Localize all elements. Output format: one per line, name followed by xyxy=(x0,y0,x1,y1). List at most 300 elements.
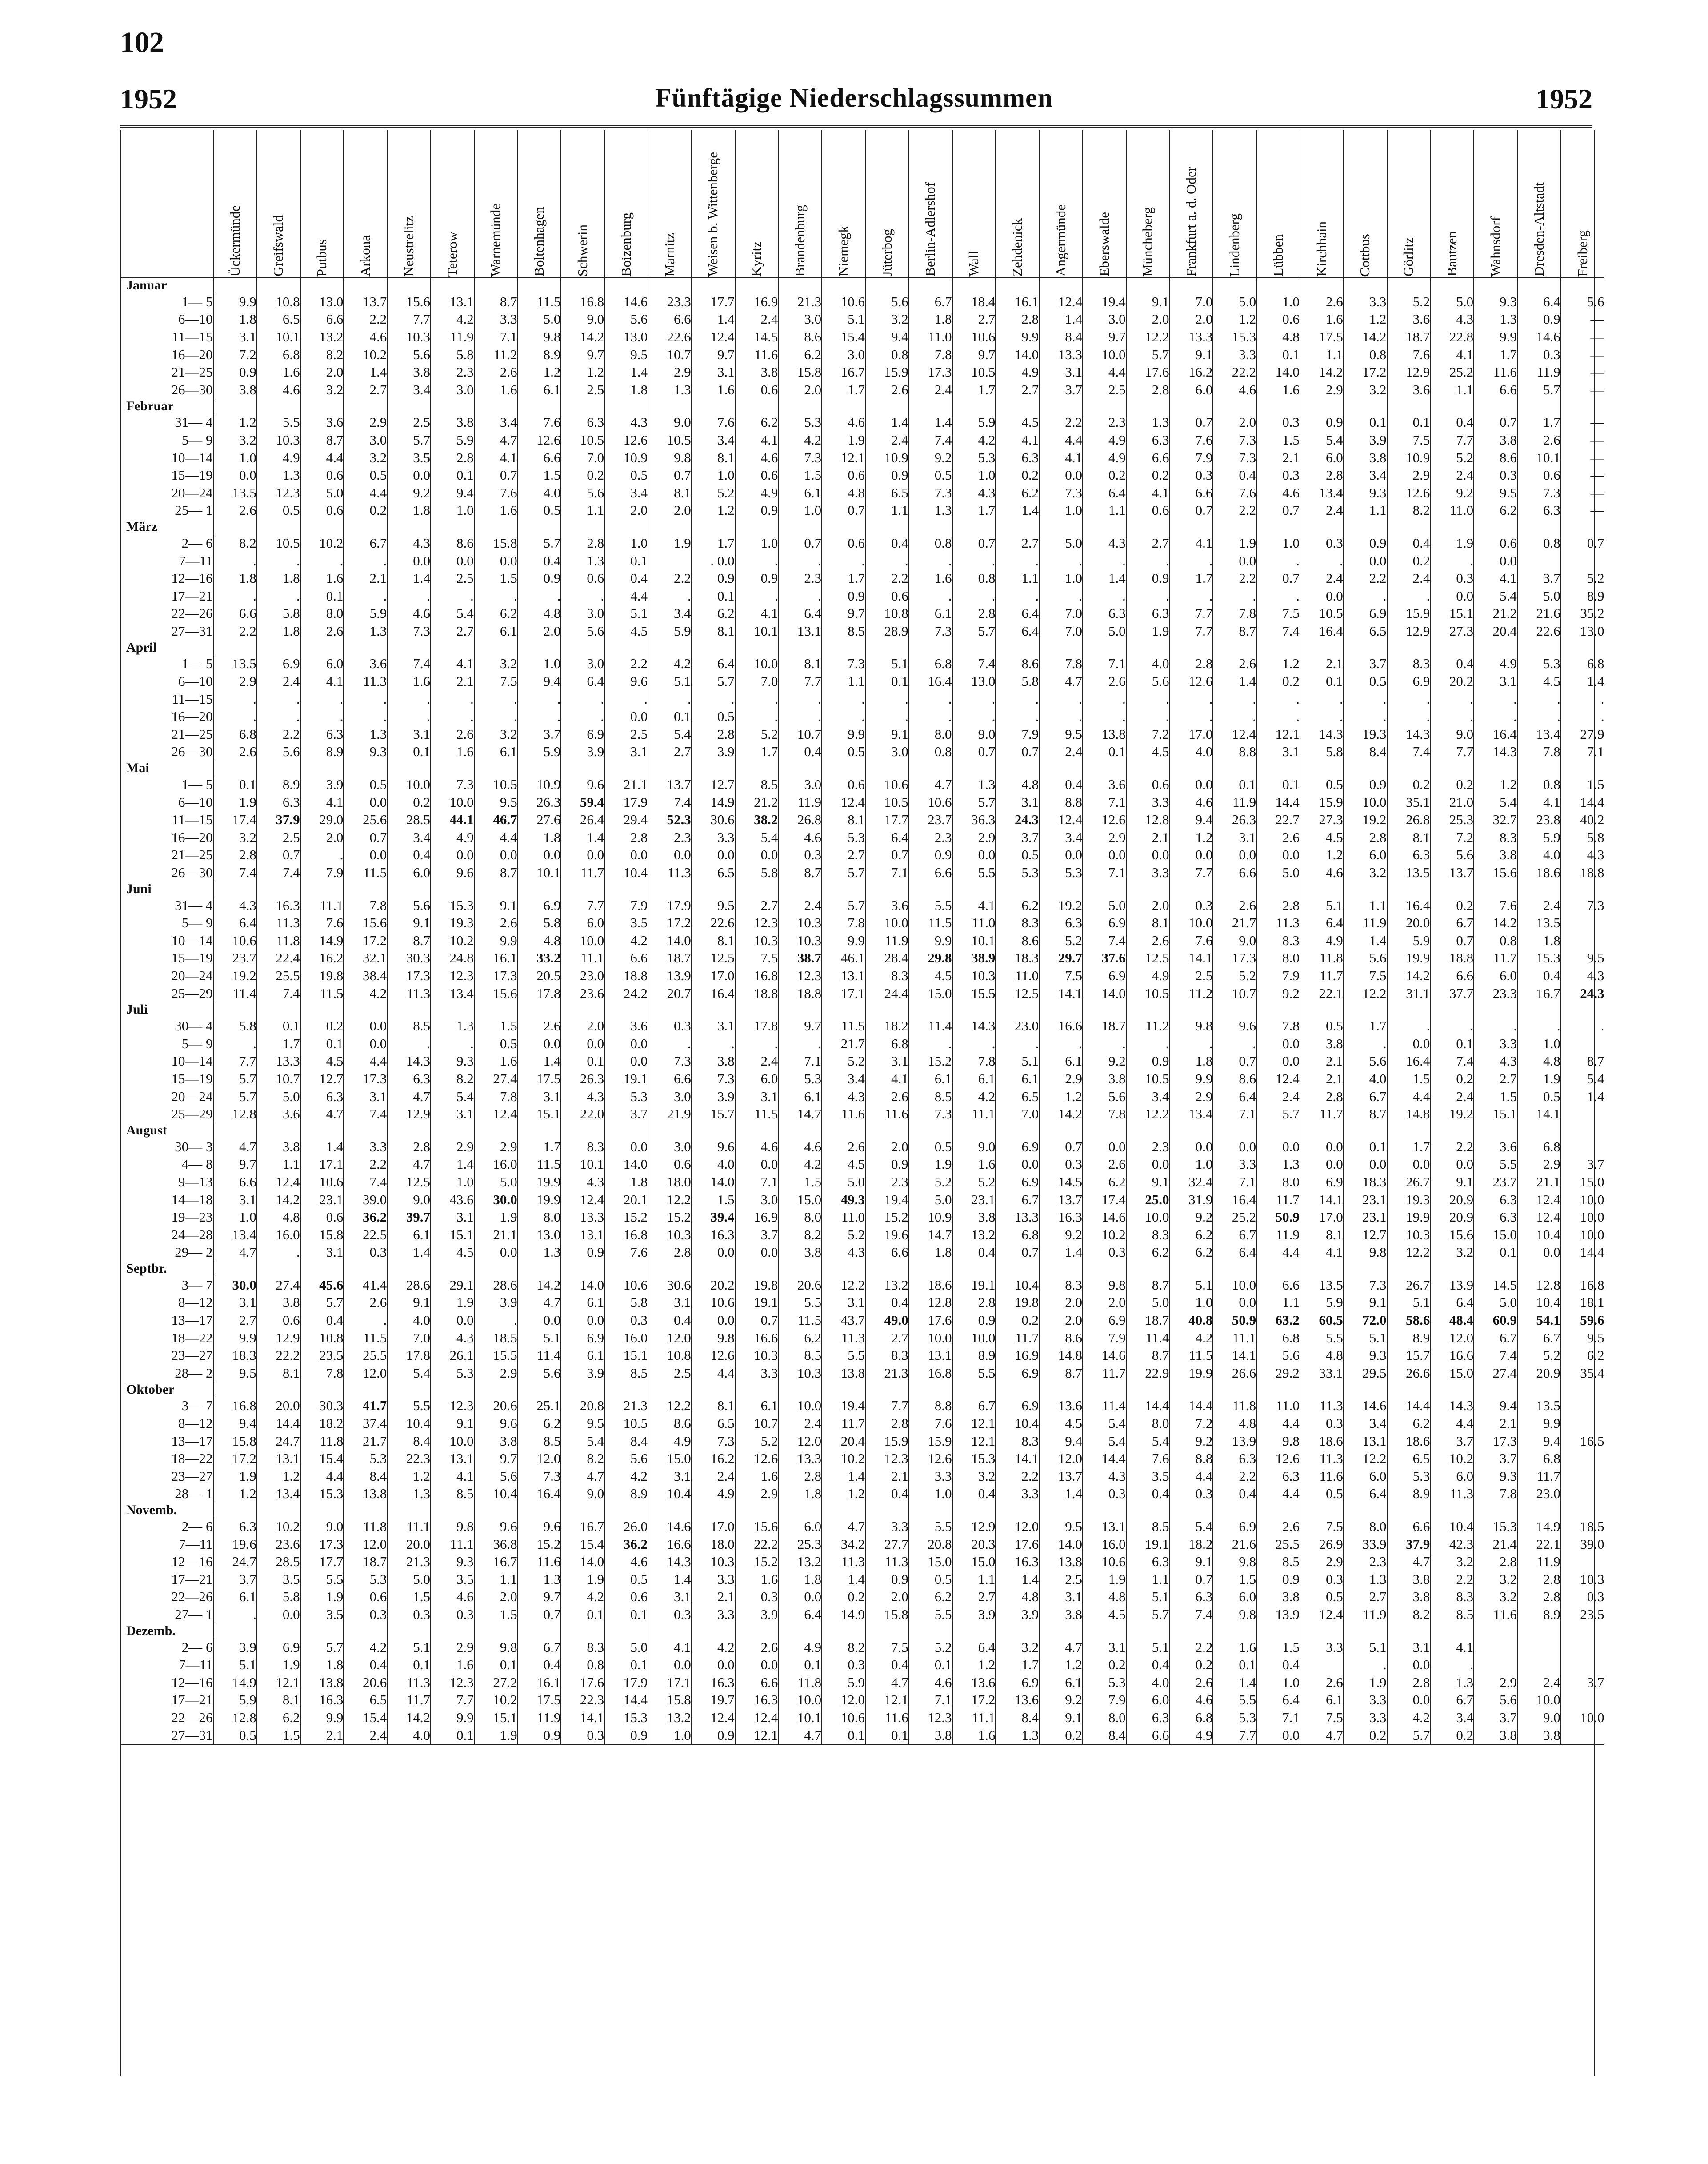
value-cell: 7.5 xyxy=(1344,967,1387,985)
value-cell: 13.0 xyxy=(604,328,648,346)
value-cell: 2.9 xyxy=(431,1138,474,1156)
value-cell: 16.7 xyxy=(1517,985,1561,1002)
value-cell: 7.3 xyxy=(822,655,865,673)
spacer-cell xyxy=(1517,761,1561,776)
value-cell: 13.1 xyxy=(1344,1432,1387,1450)
value-cell: 12.4 xyxy=(1039,811,1083,829)
value-cell: 1.1 xyxy=(1126,1571,1170,1588)
table-row xyxy=(120,502,1604,520)
value-cell: 5.3 xyxy=(1213,1709,1256,1727)
value-cell: 3.1 xyxy=(865,1053,909,1070)
value-cell: 5.1 xyxy=(1170,1276,1213,1294)
value-cell: 2.1 xyxy=(1300,1053,1344,1070)
month-label: Januar xyxy=(126,278,167,293)
spacer-cell xyxy=(1300,1002,1344,1017)
value-cell: 7.4 xyxy=(909,431,952,449)
value-cell: 7.8 xyxy=(822,914,865,932)
table-row xyxy=(120,914,1604,932)
value-cell: 4.3 xyxy=(604,414,648,432)
spacer-cell xyxy=(213,519,257,534)
value-cell: 9.5 xyxy=(1039,725,1083,743)
station-header xyxy=(474,130,518,277)
value-cell: 9.1 xyxy=(865,725,909,743)
value-cell: 1.9 xyxy=(213,793,257,811)
value-cell: 4.2 xyxy=(952,1088,996,1106)
value-cell: 2.3 xyxy=(431,363,474,381)
value-cell: 0.0 xyxy=(344,793,387,811)
value-cell: 9.5 xyxy=(474,793,518,811)
value-cell: 6.9 xyxy=(996,1364,1039,1382)
spacer-cell xyxy=(865,1261,909,1276)
value-cell: 2.3 xyxy=(1083,414,1126,432)
value-cell xyxy=(1300,1656,1344,1674)
station-name: Neustrelitz xyxy=(400,216,416,277)
value-cell: 8.2 xyxy=(431,1070,474,1088)
value-cell xyxy=(1517,552,1561,570)
value-cell: 7.4 xyxy=(1387,743,1431,761)
value-cell: 6.3 xyxy=(1387,846,1431,864)
station-name: Brandenburg xyxy=(792,204,808,277)
value-cell: 14.4 xyxy=(604,1691,648,1709)
value-cell: 5.5 xyxy=(300,1571,344,1588)
value-cell: 1.6 xyxy=(952,1156,996,1174)
value-cell: 0.0 xyxy=(1083,1138,1126,1156)
value-cell: . xyxy=(431,1035,474,1053)
value-cell: 10.0 xyxy=(778,1691,822,1709)
value-cell: 0.9 xyxy=(692,569,735,587)
value-cell: 17.3 xyxy=(387,967,431,985)
spacer-cell xyxy=(1517,1002,1561,1017)
value-cell: 4.4 xyxy=(1430,1415,1474,1432)
value-cell: 3.3 xyxy=(474,311,518,329)
pentad-label: 12—16 xyxy=(171,1674,213,1690)
value-cell: 1.9 xyxy=(431,1294,474,1312)
value-cell: 15.8 xyxy=(865,1606,909,1623)
value-cell: 11.2 xyxy=(1126,1017,1170,1035)
value-cell: 9.6 xyxy=(518,1518,561,1535)
value-cell: 5.1 xyxy=(1387,1294,1431,1312)
value-cell: 8.6 xyxy=(431,534,474,552)
station-header xyxy=(518,130,561,277)
value-cell: 23.0 xyxy=(1517,1485,1561,1503)
value-cell: 13.3 xyxy=(1039,346,1083,364)
value-cell: 11.7 xyxy=(1083,1364,1126,1382)
value-cell: 7.6 xyxy=(1387,346,1431,364)
spacer-cell xyxy=(822,1123,865,1138)
pentad-label: 12—16 xyxy=(171,570,213,586)
value-cell: 1.8 xyxy=(387,502,431,520)
value-cell: 6.2 xyxy=(778,346,822,364)
value-cell: 9.8 xyxy=(1213,1553,1256,1571)
value-cell: 0.4 xyxy=(1126,1656,1170,1674)
value-cell: 2.3 xyxy=(778,569,822,587)
value-cell: 3.3 xyxy=(1344,1709,1387,1727)
value-cell: 0.8 xyxy=(1517,776,1561,793)
spacer-cell xyxy=(952,1382,996,1397)
value-cell: 18.3 xyxy=(213,1346,257,1364)
value-cell: 19.6 xyxy=(865,1226,909,1244)
value-cell: 3.2 xyxy=(1430,1553,1474,1571)
value-cell: 5.5 xyxy=(1300,1329,1344,1347)
value-cell: 6.7 xyxy=(1430,914,1474,932)
value-cell: 1.1 xyxy=(1430,381,1474,399)
spacer-cell xyxy=(778,1382,822,1397)
value-cell: 6.1 xyxy=(561,1294,604,1312)
value-cell: 0.6 xyxy=(561,569,604,587)
value-cell: 9.6 xyxy=(1213,1017,1256,1035)
pentad-label: 17—21 xyxy=(171,1692,213,1708)
value-cell: 11.1 xyxy=(431,1535,474,1553)
value-cell: 0.1 xyxy=(431,466,474,484)
pentad-label: 27—31 xyxy=(120,1727,213,1745)
spacer-cell xyxy=(604,1123,648,1138)
value-cell: 3.6 xyxy=(865,897,909,914)
value-cell: 14.9 xyxy=(692,793,735,811)
value-cell: 6.4 xyxy=(1344,1485,1387,1503)
value-cell: 2.0 xyxy=(1170,311,1213,329)
value-cell: 2.0 xyxy=(518,622,561,640)
value-cell: 0.2 xyxy=(1256,673,1300,690)
spacer-cell xyxy=(822,761,865,776)
value-cell: 15.4 xyxy=(344,1709,387,1727)
value-cell: 8.3 xyxy=(1474,829,1517,846)
spacer-cell xyxy=(865,1123,909,1138)
value-cell: 5.1 xyxy=(865,655,909,673)
spacer-cell xyxy=(1517,277,1561,293)
value-cell: 3.1 xyxy=(344,1088,387,1106)
table-row xyxy=(120,587,1604,605)
spacer-cell xyxy=(909,1503,952,1518)
value-cell: 1.3 xyxy=(257,466,300,484)
value-cell: 6.0 xyxy=(1170,381,1213,399)
value-cell: 19.4 xyxy=(865,1191,909,1209)
value-cell: 6.4 xyxy=(778,605,822,623)
value-cell: 36.2 xyxy=(344,1208,387,1226)
value-cell: 17.2 xyxy=(952,1691,996,1709)
spacer-cell xyxy=(1517,519,1561,534)
spacer-cell xyxy=(1474,277,1517,293)
value-cell: 9.1 xyxy=(431,1415,474,1432)
value-cell: 11.5 xyxy=(344,1329,387,1347)
value-cell: 7.8 xyxy=(1474,1485,1517,1503)
value-cell: 7.2 xyxy=(1430,829,1474,846)
value-cell: 11.4 xyxy=(518,1346,561,1364)
value-cell: 0.0 xyxy=(213,466,257,484)
value-cell: 14.8 xyxy=(1387,1105,1431,1123)
value-cell: 2.8 xyxy=(1170,655,1213,673)
value-cell: 0.0 xyxy=(1170,776,1213,793)
value-cell: 0.4 xyxy=(604,569,648,587)
value-cell: 10.8 xyxy=(865,605,909,623)
spacer-cell xyxy=(1474,1623,1517,1639)
value-cell: 23.7 xyxy=(213,950,257,967)
value-cell: 41.4 xyxy=(344,1276,387,1294)
table-row xyxy=(120,1571,1604,1588)
value-cell: 4.9 xyxy=(1474,655,1517,673)
value-cell: 0.6 xyxy=(822,534,865,552)
value-cell: . xyxy=(1561,1017,1604,1035)
value-cell: 15.9 xyxy=(1300,793,1344,811)
value-cell: 11.7 xyxy=(387,1691,431,1709)
value-cell: 26.7 xyxy=(1387,1173,1431,1191)
value-cell: . xyxy=(213,708,257,725)
value-cell: 20.9 xyxy=(1430,1208,1474,1226)
value-cell: 3.4 xyxy=(1344,1415,1387,1432)
value-cell: 3.8 xyxy=(909,1727,952,1745)
value-cell: 0.3 xyxy=(1300,1415,1344,1432)
value-cell: 10.9 xyxy=(1387,449,1431,467)
value-cell: 15.9 xyxy=(865,1432,909,1450)
value-cell: 6.8 xyxy=(257,346,300,364)
value-cell: 1.1 xyxy=(865,502,909,520)
spacer-cell xyxy=(431,1623,474,1639)
value-cell: 1.8 xyxy=(909,311,952,329)
value-cell: 2.6 xyxy=(213,743,257,761)
value-cell: 10.3 xyxy=(735,1346,779,1364)
value-cell: 0.0 xyxy=(387,466,431,484)
value-cell: 5.8 xyxy=(604,1294,648,1312)
value-cell: 19.3 xyxy=(1344,725,1387,743)
value-cell: 16.7 xyxy=(561,1518,604,1535)
value-cell: . xyxy=(909,552,952,570)
table-row xyxy=(120,552,1604,570)
spacer-cell xyxy=(1256,1123,1300,1138)
value-cell: . xyxy=(1039,1035,1083,1053)
value-cell: 11.4 xyxy=(213,985,257,1002)
value-cell: 0.3 xyxy=(1170,466,1213,484)
value-cell: 14.3 xyxy=(387,1053,431,1070)
value-cell: 16.3 xyxy=(996,1553,1039,1571)
value-cell: 3.1 xyxy=(1474,673,1517,690)
value-cell: 1.3 xyxy=(1344,1571,1387,1588)
value-cell: 8.0 xyxy=(909,725,952,743)
table-row xyxy=(120,1244,1604,1262)
station-header xyxy=(648,130,692,277)
spacer-cell xyxy=(1430,1002,1474,1017)
value-cell: 8.2 xyxy=(778,1226,822,1244)
spacer-cell xyxy=(1474,399,1517,414)
value-cell: 31.9 xyxy=(1170,1191,1213,1209)
value-cell: 3.9 xyxy=(735,1606,779,1623)
value-cell: 0.9 xyxy=(1517,311,1561,329)
value-cell: 17.3 xyxy=(300,1535,344,1553)
value-cell: 10.5 xyxy=(1126,985,1170,1002)
spacer-cell xyxy=(648,761,692,776)
value-cell: 9.2 xyxy=(1170,1432,1213,1450)
value-cell: 29.2 xyxy=(1256,1364,1300,1382)
value-cell: 5.7 xyxy=(1387,1727,1431,1745)
value-cell: 0.4 xyxy=(1039,776,1083,793)
value-cell: 0.0 xyxy=(692,846,735,864)
value-cell: 0.0 xyxy=(518,1035,561,1053)
value-cell: . xyxy=(865,708,909,725)
table-row xyxy=(120,708,1604,725)
value-cell: 0.0 xyxy=(1474,552,1517,570)
value-cell: 6.5 xyxy=(257,311,300,329)
value-cell: 0.0 xyxy=(692,1656,735,1674)
value-cell: 22.2 xyxy=(735,1535,779,1553)
value-cell: 2.4 xyxy=(1430,466,1474,484)
value-cell: 9.1 xyxy=(1039,1709,1083,1727)
value-cell: 1.3 xyxy=(1126,414,1170,432)
value-cell: 10.0 xyxy=(865,914,909,932)
value-cell: 4.1 xyxy=(1039,449,1083,467)
value-cell: 1.5 xyxy=(1387,1070,1431,1088)
value-cell: 2.1 xyxy=(865,1467,909,1485)
value-cell: 10.3 xyxy=(952,967,996,985)
value-cell: 5.2 xyxy=(735,725,779,743)
value-cell: . xyxy=(1387,1017,1431,1035)
value-cell: 11.9 xyxy=(1213,793,1256,811)
spacer-cell xyxy=(300,399,344,414)
value-cell: 1.8 xyxy=(257,569,300,587)
value-cell: 1.1 xyxy=(474,1571,518,1588)
value-cell: 8.3 xyxy=(561,1138,604,1156)
value-cell: 9.4 xyxy=(1474,1397,1517,1415)
spacer-cell xyxy=(648,1382,692,1397)
value-cell: 11.5 xyxy=(518,293,561,311)
spacer-cell xyxy=(952,1503,996,1518)
value-cell: 11.3 xyxy=(257,914,300,932)
spacer-cell xyxy=(1083,640,1126,655)
value-cell: 0.6 xyxy=(1474,534,1517,552)
month-label: Februar xyxy=(126,398,174,413)
spacer-cell xyxy=(344,1123,387,1138)
value-cell: 16.2 xyxy=(300,950,344,967)
value-cell: 4.9 xyxy=(431,829,474,846)
value-cell: 0.5 xyxy=(604,466,648,484)
value-cell: . xyxy=(735,587,779,605)
value-cell: 3.2 xyxy=(474,655,518,673)
value-cell: 10.0 xyxy=(387,776,431,793)
value-cell: 14.1 xyxy=(1170,950,1213,967)
spacer-cell xyxy=(648,1623,692,1639)
value-cell: 4.1 xyxy=(735,431,779,449)
value-cell: 22.1 xyxy=(1300,985,1344,1002)
value-cell: 6.7 xyxy=(1344,1088,1387,1106)
value-cell: 17.4 xyxy=(1083,1191,1126,1209)
value-cell: 9.0 xyxy=(561,311,604,329)
spacer-cell xyxy=(1083,882,1126,897)
value-cell: 4.0 xyxy=(1126,1674,1170,1691)
value-cell: 6.9 xyxy=(1083,1311,1126,1329)
spacer-cell xyxy=(387,519,431,534)
value-cell: 4.7 xyxy=(561,1467,604,1485)
value-cell: 1.2 xyxy=(822,1485,865,1503)
value-cell: 7.7 xyxy=(778,673,822,690)
value-cell: 12.4 xyxy=(1213,725,1256,743)
value-cell: 44.1 xyxy=(431,811,474,829)
value-cell: 4.1 xyxy=(1170,534,1213,552)
spacer-cell xyxy=(561,1623,604,1639)
spacer-cell xyxy=(735,1503,779,1518)
station-name: Eberswalde xyxy=(1096,212,1112,277)
value-cell: 34.2 xyxy=(822,1535,865,1553)
spacer-cell xyxy=(1561,1123,1604,1138)
value-cell: 8.0 xyxy=(518,1208,561,1226)
value-cell: 5.6 xyxy=(1126,673,1170,690)
value-cell: 0.7 xyxy=(822,502,865,520)
value-cell: 0.7 xyxy=(257,846,300,864)
value-cell: 4.5 xyxy=(1126,743,1170,761)
value-cell: 12.5 xyxy=(692,950,735,967)
value-cell: 20.3 xyxy=(952,1535,996,1553)
value-cell: 8.7 xyxy=(1213,622,1256,640)
spacer-cell xyxy=(996,1382,1039,1397)
table-row xyxy=(120,846,1604,864)
value-cell: 3.4 xyxy=(1126,1088,1170,1106)
value-cell: 15.2 xyxy=(909,1053,952,1070)
value-cell: 14.2 xyxy=(561,328,604,346)
value-cell: 5.1 xyxy=(648,673,692,690)
spacer-cell xyxy=(561,399,604,414)
spacer-cell xyxy=(1300,1503,1344,1518)
value-cell: 21.6 xyxy=(1517,605,1561,623)
table-row xyxy=(120,1156,1604,1174)
value-cell: 1.4 xyxy=(822,1571,865,1588)
value-cell: 4.3 xyxy=(1561,967,1604,985)
value-cell: 5.8 xyxy=(257,605,300,623)
value-cell: 0.9 xyxy=(692,1727,735,1745)
value-cell: 0.0 xyxy=(692,1244,735,1262)
value-cell: 6.2 xyxy=(692,605,735,623)
value-cell: 8.5 xyxy=(604,1364,648,1382)
spacer-cell xyxy=(1170,277,1213,293)
value-cell: 19.9 xyxy=(1387,950,1431,967)
value-cell: 2.7 xyxy=(822,846,865,864)
spacer-cell xyxy=(952,640,996,655)
value-cell: 14.4 xyxy=(1561,793,1604,811)
spacer-cell xyxy=(692,277,735,293)
value-cell: 0.7 xyxy=(952,534,996,552)
value-cell: 6.9 xyxy=(996,1397,1039,1415)
value-cell: 9.0 xyxy=(648,414,692,432)
value-cell: 12.9 xyxy=(257,1329,300,1347)
value-cell: 6.1 xyxy=(1039,1674,1083,1691)
value-cell: 3.9 xyxy=(996,1606,1039,1623)
value-cell: 10.6 xyxy=(1083,1553,1126,1571)
value-cell: 3.2 xyxy=(474,725,518,743)
value-cell: 13.4 xyxy=(1170,1105,1213,1123)
value-cell: 25.3 xyxy=(1430,811,1474,829)
value-cell: . xyxy=(865,552,909,570)
pentad-label: 22—26 xyxy=(171,1589,213,1605)
value-cell: 1.6 xyxy=(387,673,431,690)
value-cell: 27.3 xyxy=(1300,811,1344,829)
value-cell: 0.0 xyxy=(692,1311,735,1329)
value-cell: 2.6 xyxy=(474,914,518,932)
value-cell: 19.2 xyxy=(213,967,257,985)
value-cell xyxy=(1561,914,1604,932)
value-cell: 6.3 xyxy=(1213,1450,1256,1467)
value-cell: . xyxy=(1213,1035,1256,1053)
value-cell: 1.4 xyxy=(300,1138,344,1156)
value-cell: 5.5 xyxy=(909,897,952,914)
value-cell: 3.8 xyxy=(1517,1727,1561,1745)
value-cell: 7.7 xyxy=(387,311,431,329)
value-cell: 2.0 xyxy=(561,1017,604,1035)
value-cell: 7.8 xyxy=(1256,1017,1300,1035)
value-cell: 7.6 xyxy=(1170,431,1213,449)
value-cell: 15.3 xyxy=(1517,950,1561,967)
value-cell: 0.3 xyxy=(1083,1244,1126,1262)
value-cell: 3.1 xyxy=(735,1088,779,1106)
pentad-label: 20—24 xyxy=(171,1088,213,1104)
value-cell: 38.2 xyxy=(735,811,779,829)
month-label: Mai xyxy=(126,761,149,776)
value-cell: 8.9 xyxy=(1561,587,1604,605)
value-cell: . xyxy=(1083,708,1126,725)
